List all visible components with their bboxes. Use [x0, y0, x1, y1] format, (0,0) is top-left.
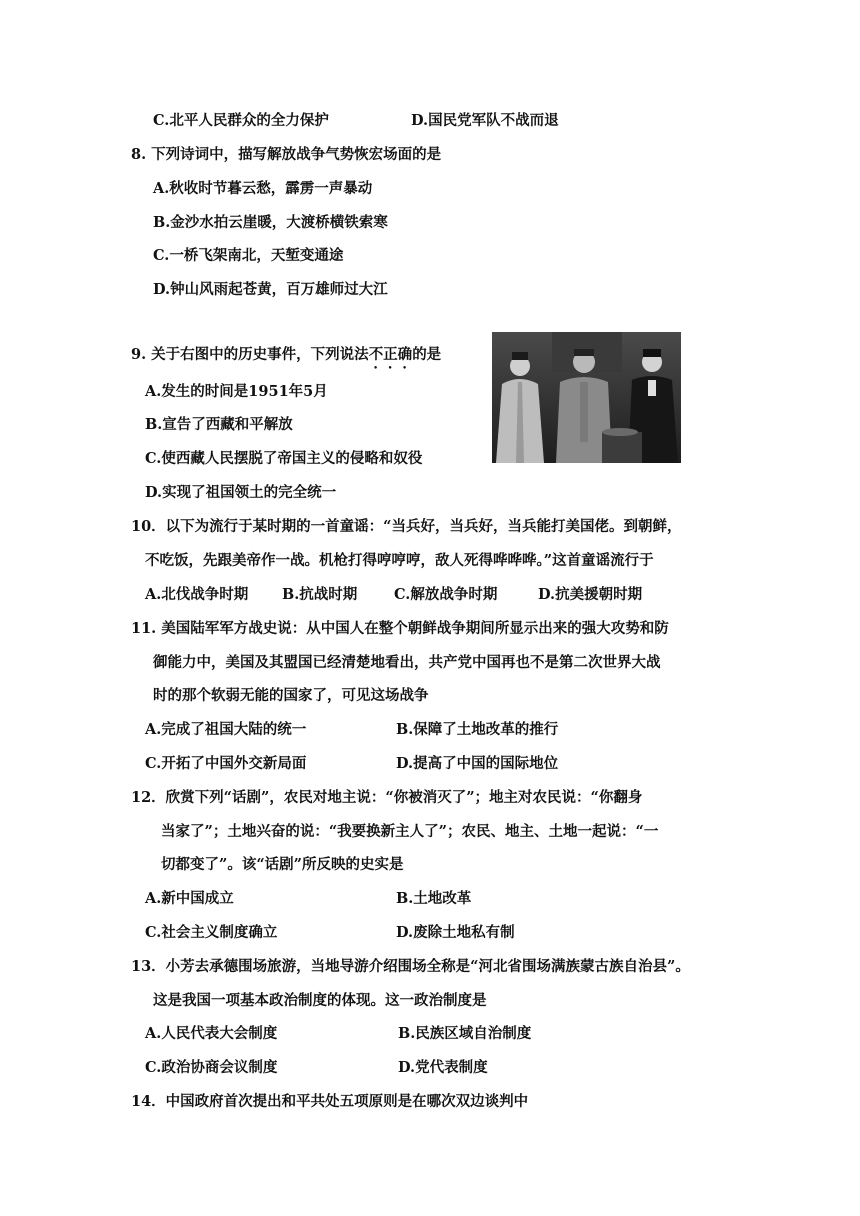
q13-option-b: B.民族区域自治制度 [398, 1025, 532, 1042]
q12-stem-line3: 切都变了”。该“话剧”所反映的史实是 [161, 856, 404, 873]
q10-stem-line1: 10．以下为流行于某时期的一首童谣：“当兵好，当兵好，当兵能打美国佬。到朝鲜， [131, 518, 682, 535]
q7-option-c: C.北平人民群众的全力保护 [153, 112, 329, 129]
q12-option-b: B.土地改革 [396, 890, 472, 907]
q11-option-a: A.完成了祖国大陆的统一 [145, 721, 307, 738]
q10-option-d: D.抗美援朝时期 [538, 586, 643, 603]
q7-option-d: D.国民党军队不战而退 [411, 112, 559, 129]
q8-stem: 8. 下列诗词中，描写解放战争气势恢宏场面的是 [131, 146, 442, 163]
q9-stem-post: 的是 [412, 346, 442, 363]
q8-option-b: B.金沙水拍云崖暖，大渡桥横铁索寒 [153, 214, 388, 231]
q13-option-d: D.党代表制度 [398, 1059, 488, 1076]
q14-stem: 14．中国政府首次提出和平共处五项原则是在哪次双边谈判中 [131, 1093, 529, 1110]
q12-option-a: A.新中国成立 [145, 890, 234, 907]
q10-option-a: A.北伐战争时期 [145, 586, 249, 603]
q9-option-a: A.发生的时间是1951年5月 [145, 383, 328, 400]
q12-option-c: C.社会主义制度确立 [145, 924, 278, 941]
historical-photo [492, 332, 681, 463]
q11-option-b: B.保障了土地改革的推行 [396, 721, 559, 738]
q11-stem-line2: 御能力中，美国及其盟国已经清楚地看出，共产党中国再也不是第二次世界大战 [153, 654, 661, 671]
q13-option-c: C.政治协商会议制度 [145, 1059, 278, 1076]
q13-stem-line2: 这是我国一项基本政治制度的体现。这一政治制度是 [153, 992, 487, 1009]
q9-stem [131, 346, 441, 372]
q8-option-c: C.一桥飞架南北，天堑变通途 [153, 247, 344, 264]
q8-option-a: A.秋收时节暮云愁，霹雳一声暴动 [153, 180, 373, 197]
q11-option-c: C.开拓了中国外交新局面 [145, 755, 307, 772]
q11-option-d: D.提高了中国的国际地位 [396, 755, 559, 772]
q8-option-d: D.钟山风雨起苍黄，百万雄师过大江 [153, 281, 388, 298]
historical-photo-graphic [492, 332, 681, 463]
q11-stem-line1: 11. 美国陆军军方战史说：从中国人在整个朝鲜战争期间所显示出来的强大攻势和防 [131, 620, 669, 637]
q13-stem-line1: 13．小芳去承德围场旅游，当地导游介绍围场全称是“河北省围场满族蒙古族自治县”。 [131, 958, 690, 975]
q11-stem-line3: 时的那个软弱无能的国家了，可见这场战争 [153, 687, 429, 704]
q9-stem-pre: 9. 关于右图中的历史事件，下列说法 [131, 346, 369, 363]
q10-option-c: C.解放战争时期 [394, 586, 498, 603]
q10-option-b: B.抗战时期 [282, 586, 358, 603]
q9-option-d: D.实现了祖国领土的完全统一 [145, 484, 337, 501]
q9-stem-emphasis: 不正确 [368, 346, 413, 363]
q10-stem-line2: 不吃饭，先跟美帝作一战。机枪打得哼哼哼，敌人死得哗哗哗。”这首童谣流行于 [145, 552, 654, 569]
q12-stem-line2: 当家了”；土地兴奋的说：“我要换新主人了”；农民、地主、土地一起说：“一 [161, 823, 659, 840]
q12-option-d: D.废除土地私有制 [396, 924, 515, 941]
q9-option-b: B.宣告了西藏和平解放 [145, 416, 293, 433]
q12-stem-line1: 12．欣赏下列“话剧”，农民对地主说：“你被消灭了”；地主对农民说：“你翻身 [131, 789, 643, 806]
q13-option-a: A.人民代表大会制度 [145, 1025, 278, 1042]
q9-option-c: C.使西藏人民摆脱了帝国主义的侵略和奴役 [145, 450, 423, 467]
